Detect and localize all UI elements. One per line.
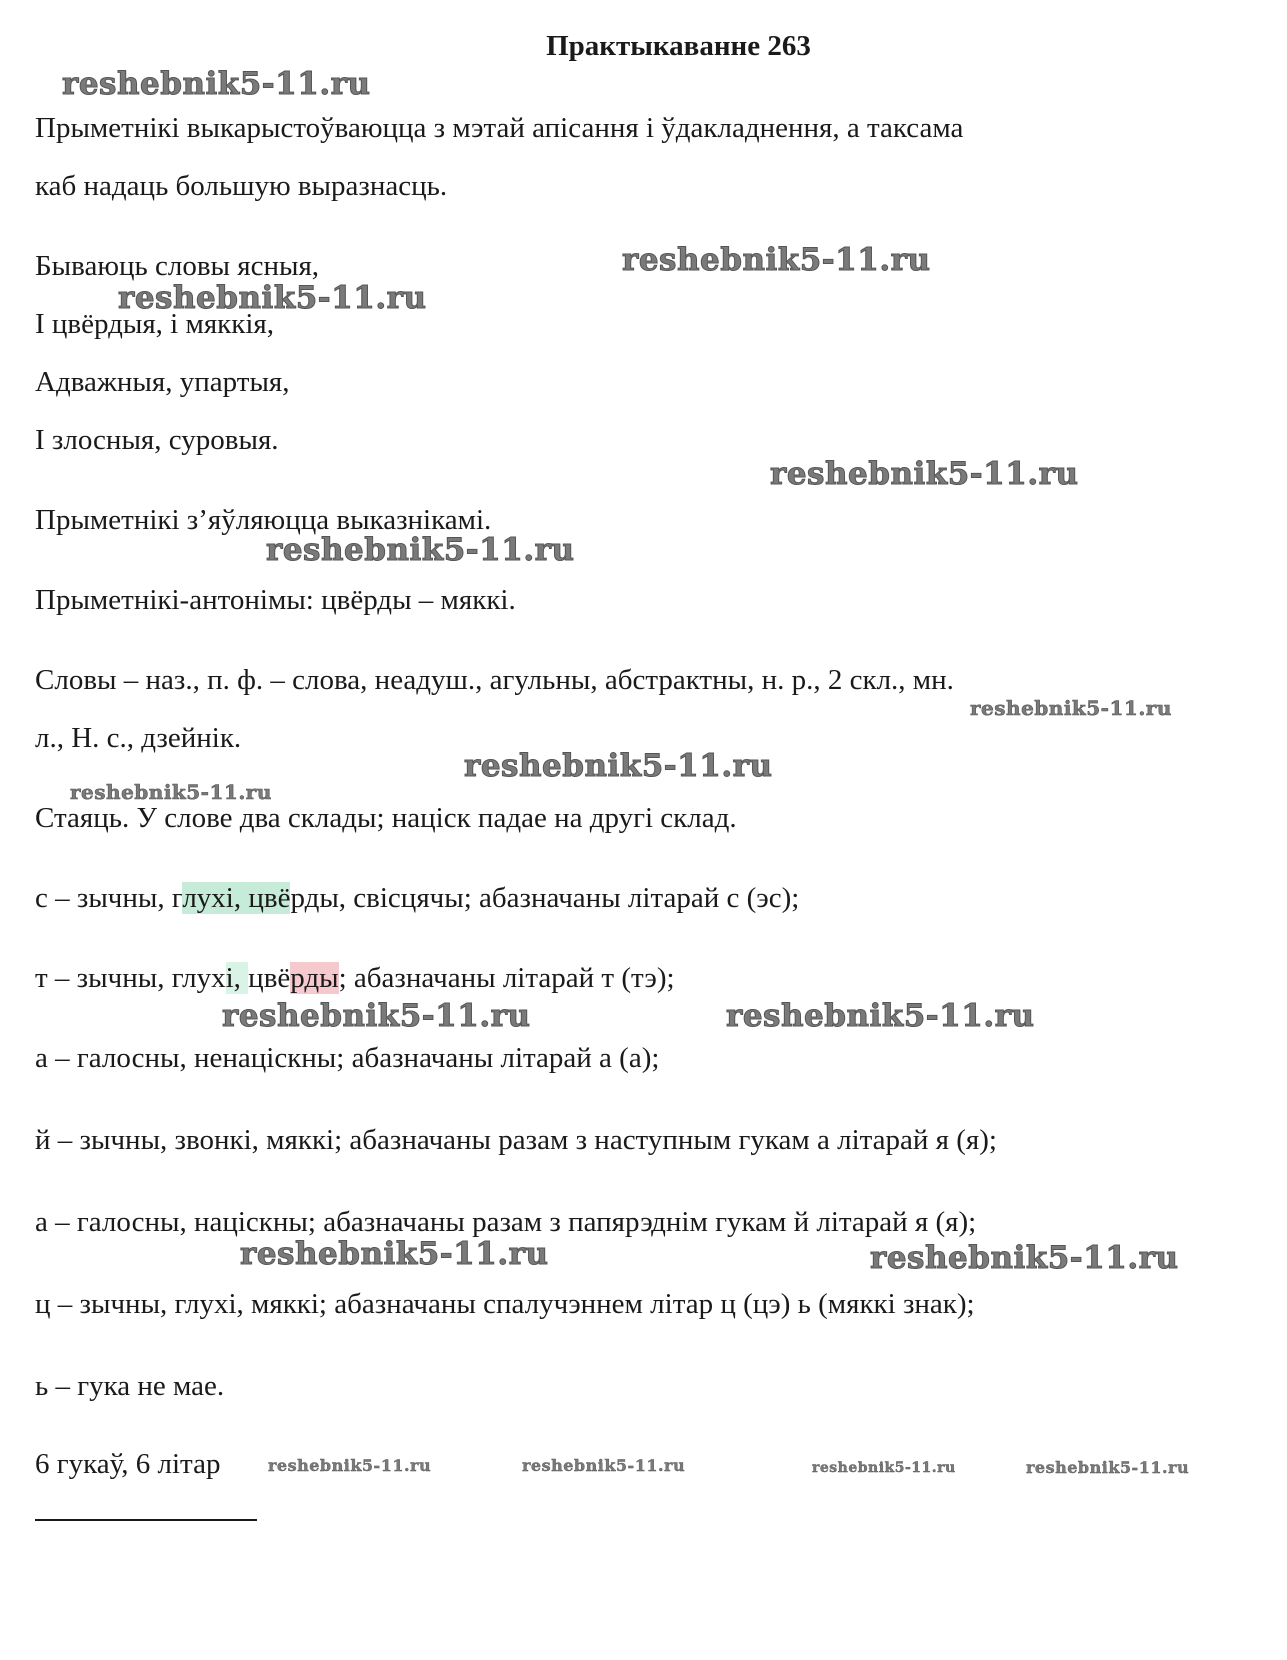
watermark: reshebnik5-11.ru — [1026, 1458, 1190, 1477]
watermark: reshebnik5-11.ru — [266, 532, 575, 568]
highlight-pink: рды — [290, 962, 339, 994]
highlight-green: лухі, цвё — [182, 882, 291, 914]
paragraph-line-1: Прыметнікі выкарыстоўваюцца з мэтай апісання і ўдакладнення, а таксама — [35, 112, 964, 144]
sound-t-text-c: цвё — [248, 962, 291, 994]
poem-line-2: І цвёрдыя, і мяккія, — [35, 308, 275, 340]
watermark: reshebnik5-11.ru — [812, 1460, 956, 1476]
syllables-sentence: Стаяць. У слове два склады; націск падае на другі склад. — [35, 802, 737, 834]
predicates-sentence: Прыметнікі з’яўляюцца выказнікамі. — [35, 504, 492, 536]
sound-t-text-a: т – зычны, глух — [35, 962, 226, 994]
sound-soft-sign-line: ь – гука не мае. — [35, 1370, 225, 1402]
poem-line-3: Адважныя, упартыя, — [35, 366, 290, 398]
watermark: reshebnik5-11.ru — [522, 1456, 686, 1475]
analysis-line-2: л., Н. с., дзейнік. — [35, 722, 242, 754]
sound-j-line: й – зычны, звонкі, мяккі; абазначаны разам з наступным гукам а літарай я (я); — [35, 1124, 997, 1156]
poem-line-1: Бываюць словы ясныя, — [35, 250, 320, 282]
watermark: reshebnik5-11.ru — [622, 242, 931, 278]
sound-a2-line: а – галосны, націскны; абазначаны разам з папярэднім гукам й літарай я (я); — [35, 1206, 977, 1238]
sound-ts-line: ц – зычны, глухі, мяккі; абазначаны спалучэннем літар ц (цэ) ь (мяккі знак); — [35, 1288, 975, 1320]
highlight-green: і, — [225, 962, 249, 994]
sound-s-line — [35, 880, 799, 916]
watermark: reshebnik5-11.ru — [62, 66, 371, 102]
watermark: reshebnik5-11.ru — [770, 456, 1079, 492]
analysis-line-1: Словы – наз., п. ф. – слова, неадуш., агульны, абстрактны, н. р., 2 скл., мн. — [35, 664, 954, 696]
watermark: reshebnik5-11.ru — [970, 696, 1172, 720]
watermark: reshebnik5-11.ru — [240, 1236, 549, 1272]
watermark: reshebnik5-11.ru — [870, 1240, 1179, 1276]
watermark: reshebnik5-11.ru — [268, 1456, 432, 1475]
footnote-divider — [35, 1519, 257, 1521]
watermark: reshebnik5-11.ru — [70, 780, 272, 804]
poem-line-4: І злосныя, суровыя. — [35, 424, 279, 456]
summary-line: 6 гукаў, 6 літар — [35, 1448, 221, 1480]
sound-s-text-a: с – зычны, г — [35, 882, 183, 914]
sound-a1-line: а – галосны, ненаціскны; абазначаны літарай а (а); — [35, 1042, 660, 1074]
watermark: reshebnik5-11.ru — [118, 280, 427, 316]
watermark: reshebnik5-11.ru — [464, 748, 773, 784]
sound-t-line — [35, 960, 675, 996]
page-title: Практыкаванне 263 — [546, 30, 811, 62]
sound-s-text-c: рды, свісцячы; абазначаны літарай с (эс); — [290, 882, 800, 914]
antonyms-sentence: Прыметнікі-антонімы: цвёрды – мяккі. — [35, 584, 516, 616]
watermark: reshebnik5-11.ru — [222, 998, 531, 1034]
paragraph-line-2: каб надаць большую выразнасць. — [35, 170, 448, 202]
sound-t-text-e: ; абазначаны літарай т (тэ); — [338, 962, 675, 994]
watermark: reshebnik5-11.ru — [726, 998, 1035, 1034]
